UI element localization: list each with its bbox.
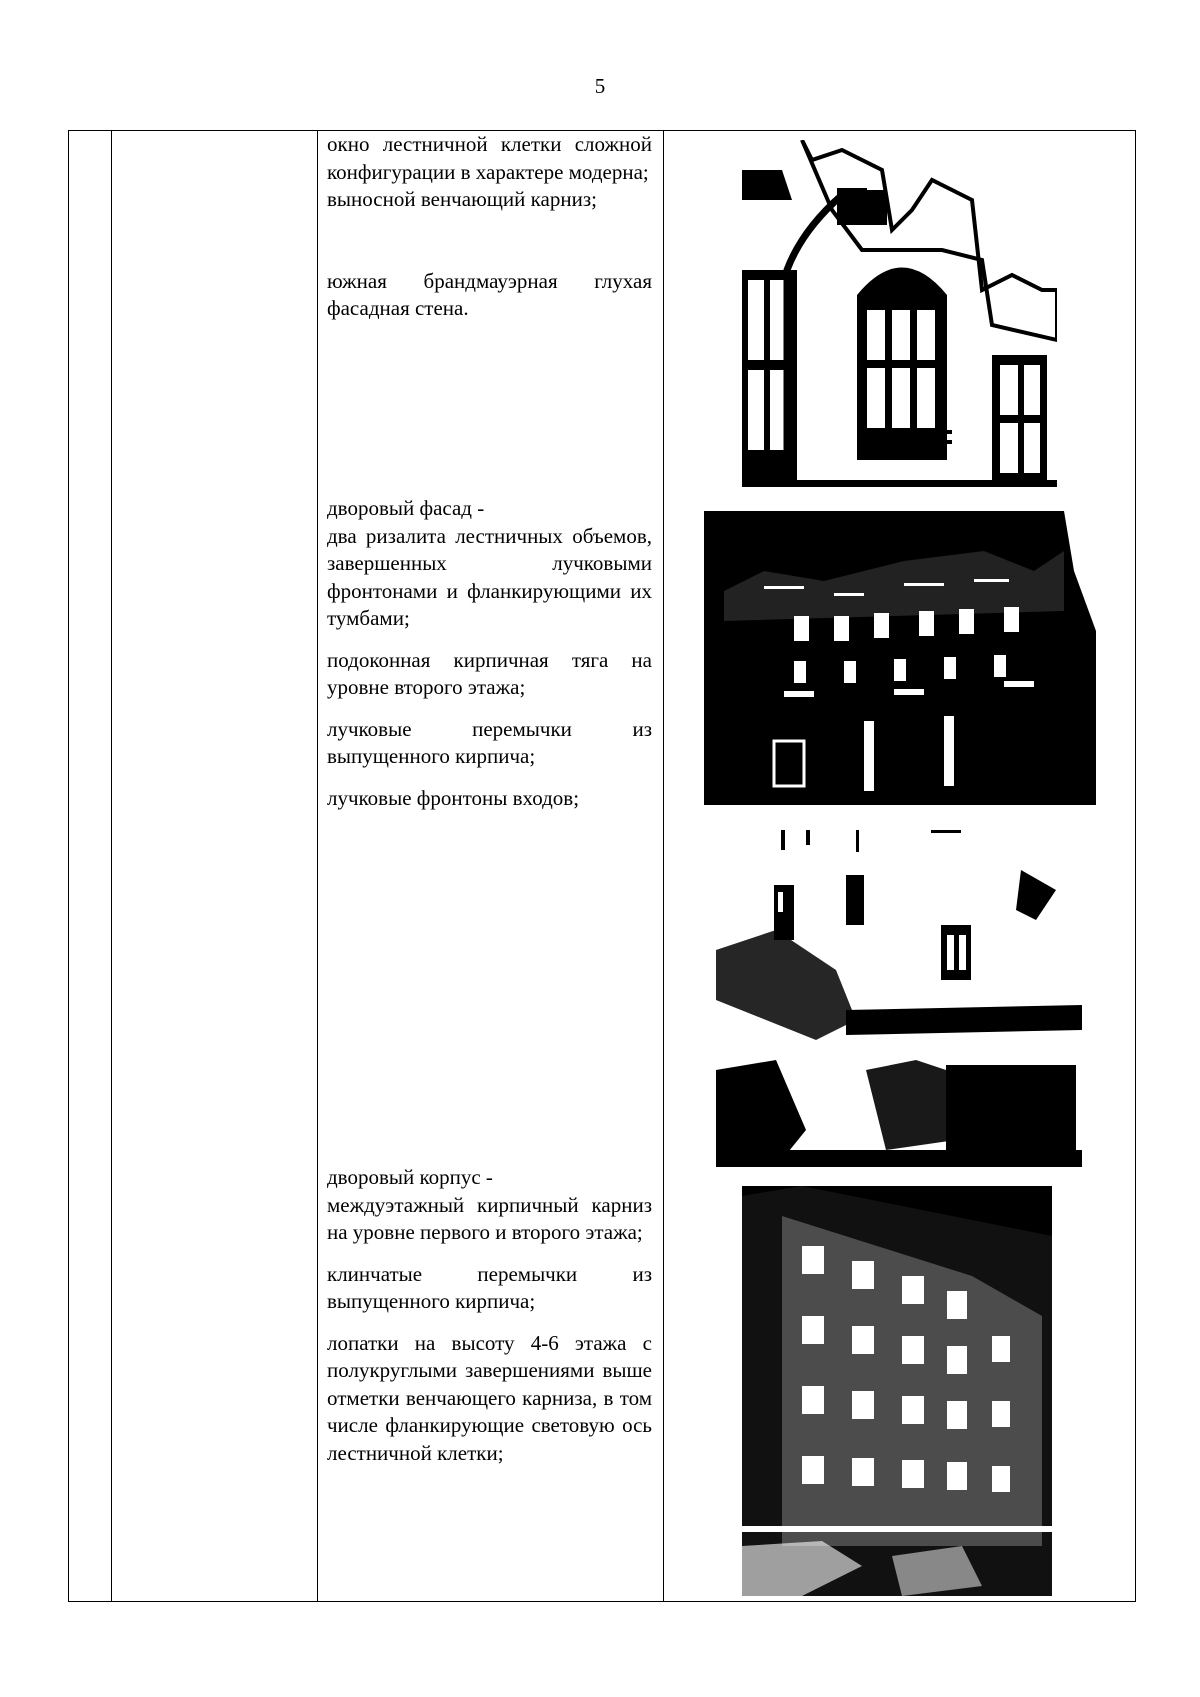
column-divider-3 (663, 131, 664, 1601)
item-entrance-pediments: лучковые фронтоны входов; (327, 785, 580, 810)
item-cornice: выносной венчающий карниз; (327, 187, 597, 211)
item-brick-cornice: междуэтажный кирпичный карниз на уровне первого и второго этажа; (327, 1192, 652, 1244)
column-divider-1 (111, 131, 112, 1601)
item-courtyard-facade-heading: дворовый фасад - (327, 496, 485, 520)
item-courtyard-wing-heading: дворовый корпус - (327, 1165, 493, 1189)
photo-courtyard-wing (742, 1186, 1052, 1596)
column-divider-2 (317, 131, 318, 1601)
item-sill-band: подоконная кирпичная тяга на уровне второго этажа; (327, 647, 652, 699)
item-pilasters: лопатки на высоту 4-6 этажа с полукруглыми завершениями выше отметки венчающего карниза, в том числе фланкирующие световую ось лестничной клетки; (327, 1330, 652, 1465)
text-block-courtyard-wing (327, 1164, 652, 1467)
text-block-courtyard-facade (327, 495, 652, 812)
item-firewall: южная брандмауэрная глухая фасадная стена. (327, 268, 652, 320)
item-wedge-lintels: клинчатые перемычки из выпущенного кирпича; (327, 1261, 652, 1313)
photo-courtyard-facade (704, 511, 1096, 805)
item-risalits: два ризалита лестничных объемов, завершенных лучковыми фронтонами и фланкирующими их тумбами; (327, 523, 652, 630)
page-number: 5 (594, 74, 606, 98)
photo-staircase-window (742, 140, 1057, 487)
item-lintels: лучковые перемычки из выпущенного кирпича; (327, 716, 652, 768)
text-block-window-cornice (327, 131, 652, 323)
item-staircase-window: окно лестничной клетки сложной конфигурации в характере модерна; (327, 132, 652, 184)
photo-entrance-pediments (716, 830, 1082, 1167)
